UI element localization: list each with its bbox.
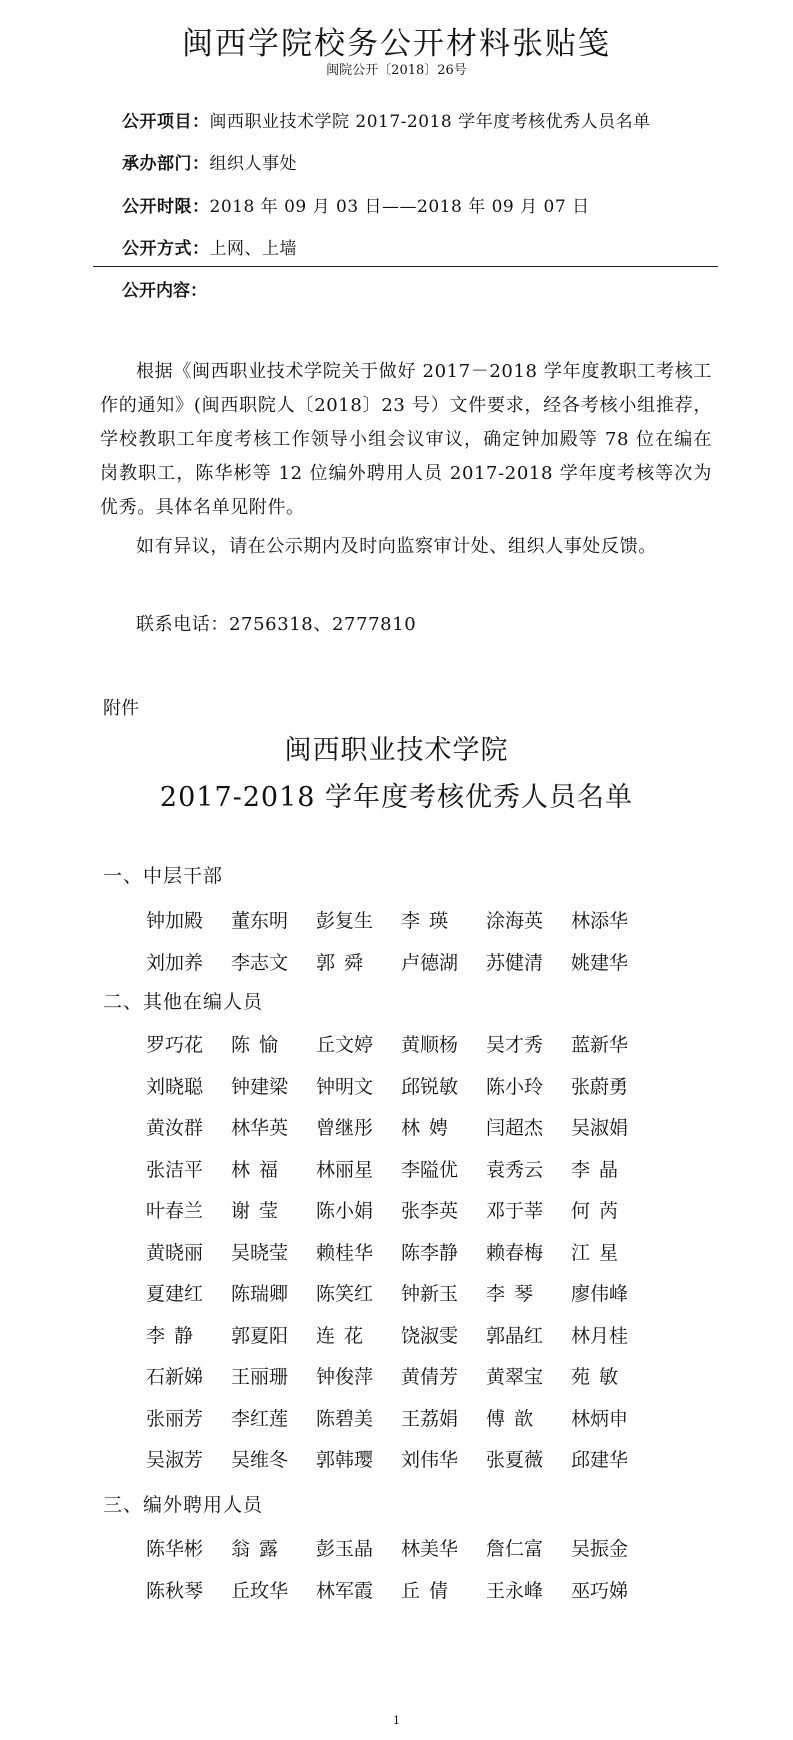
person-name: 李晶: [571, 1158, 618, 1181]
person-name: 罗巧花: [146, 1034, 204, 1056]
person-name: 王荔娟: [401, 1407, 459, 1430]
person-name: 何芮: [571, 1200, 618, 1222]
person-name: 林军霞: [316, 1579, 374, 1602]
person-name: 丘玫华: [231, 1579, 289, 1602]
person-name: 郭晶红: [486, 1324, 544, 1347]
person-name: 钟俊萍: [316, 1366, 374, 1388]
meta-value: 闽西职业技术学院 2017-2018 学年度考核优秀人员名单: [209, 112, 651, 132]
person-name: 邓于莘: [486, 1200, 544, 1222]
meta-row-project: [122, 107, 651, 132]
person-name: 吴才秀: [486, 1034, 544, 1056]
person-name: 林美华: [401, 1538, 459, 1560]
person-name: 林华英: [231, 1117, 289, 1139]
person-name: 陈瑞卿: [231, 1283, 289, 1305]
person-name: 张蔚勇: [571, 1075, 629, 1098]
person-name: 李琴: [486, 1283, 533, 1305]
person-name: 廖伟峰: [571, 1283, 629, 1305]
person-name: 邱锐敏: [401, 1075, 459, 1098]
person-name: 黄汝群: [146, 1117, 204, 1139]
person-name: 陈李静: [401, 1241, 459, 1264]
meta-row-period: [122, 192, 590, 217]
attachment-label: 附件: [103, 698, 139, 719]
person-name: 林丽星: [316, 1158, 374, 1181]
person-name: 钟新玉: [401, 1283, 459, 1305]
name-row: [146, 1534, 656, 1561]
name-row: [146, 1155, 656, 1182]
person-name: 钟加殿: [146, 910, 204, 932]
person-name: 张李英: [401, 1200, 459, 1222]
person-name: 江星: [571, 1241, 618, 1264]
name-row: [146, 1321, 656, 1348]
person-name: 陈华彬: [146, 1538, 204, 1560]
person-name: 林炳申: [571, 1407, 629, 1430]
person-name: 赖春梅: [486, 1241, 544, 1264]
person-name: 连花: [316, 1324, 363, 1347]
person-name: 郭舜: [316, 951, 363, 974]
person-name: 钟建梁: [231, 1075, 289, 1098]
person-name: 李静: [146, 1324, 193, 1347]
person-name: 吴淑芳: [146, 1449, 204, 1471]
person-name: 邱建华: [571, 1449, 629, 1471]
page-number: 1: [393, 1714, 400, 1727]
document-number: 闽院公开〔2018〕26号: [326, 63, 467, 78]
name-row: [146, 1196, 656, 1223]
person-name: 黄晓丽: [146, 1241, 204, 1264]
person-name: 丘文婷: [316, 1034, 374, 1056]
person-name: 谢莹: [231, 1200, 278, 1222]
person-name: 吴振金: [571, 1538, 629, 1560]
notice-title: 闽西学院校务公开材料张贴笺: [182, 26, 611, 62]
person-name: 卢德湖: [401, 951, 459, 974]
person-name: 郭韩璎: [316, 1449, 374, 1471]
name-row: [146, 948, 656, 975]
name-row: [146, 1030, 656, 1057]
name-row: [146, 1445, 656, 1472]
person-name: 李瑛: [401, 910, 448, 932]
person-name: 林添华: [571, 910, 629, 932]
meta-value: 2018 年 09 月 03 日——2018 年 09 月 07 日: [209, 197, 590, 217]
person-name: 黄倩芳: [401, 1366, 459, 1388]
person-name: 郭夏阳: [231, 1324, 289, 1347]
person-name: 吴维冬: [231, 1449, 289, 1471]
person-name: 翁露: [231, 1538, 278, 1560]
body-paragraph-contact: 联系电话：2756318、2777810: [136, 614, 417, 635]
content-label: 公开内容：: [122, 281, 207, 301]
person-name: 饶淑雯: [401, 1324, 459, 1347]
person-name: 林月桂: [571, 1324, 629, 1347]
person-name: 刘加养: [146, 951, 204, 974]
person-name: 丘倩: [401, 1579, 448, 1602]
person-name: 陈小娟: [316, 1200, 374, 1222]
person-name: 夏建红: [146, 1283, 204, 1305]
person-name: 巫巧娣: [571, 1579, 629, 1602]
person-name: 刘晓聪: [146, 1075, 204, 1098]
name-row: [146, 1362, 656, 1389]
section-heading-contract: 三、编外聘用人员: [103, 1494, 264, 1516]
person-name: 陈愉: [231, 1034, 278, 1056]
body-paragraph-objection: 如有异议，请在公示期内及时向监察审计处、组织人事处反馈。: [136, 536, 657, 557]
person-name: 闫超杰: [486, 1117, 544, 1139]
person-name: 詹仁富: [486, 1538, 544, 1560]
meta-row-method: [122, 234, 297, 259]
person-name: 吴淑娟: [571, 1117, 629, 1139]
body-paragraph-main: 根据《闽西职业技术学院关于做好 2017－2018 学年度教职工考核工作的通知》(闽西职院人〔2018〕23 号）文件要求，经各考核小组推荐，学校教职工年度考核工作领导小组会议审议，确定钟加殿等 78 位在编在岗教职工，陈华彬等 12 位编外聘用人员 2017-2018 学年度考核等次为优秀。具体名单见附件。: [100, 361, 712, 518]
person-name: 钟明文: [316, 1075, 374, 1098]
section-heading-staff: 二、其他在编人员: [103, 991, 264, 1013]
name-row: [146, 1576, 656, 1603]
person-name: 袁秀云: [486, 1158, 544, 1181]
name-row: [146, 1279, 656, 1306]
person-name: 蓝新华: [571, 1034, 629, 1056]
person-name: 陈碧美: [316, 1407, 374, 1430]
name-row: [146, 1072, 656, 1099]
person-name: 王丽珊: [231, 1366, 289, 1388]
meta-label: 公开项目：: [122, 112, 210, 132]
person-name: 彭玉晶: [316, 1538, 374, 1560]
name-row: [146, 1238, 656, 1265]
person-name: 傅歆: [486, 1407, 533, 1430]
person-name: 彭复生: [316, 910, 374, 932]
person-name: 姚建华: [571, 951, 629, 974]
person-name: 张丽芳: [146, 1407, 204, 1430]
meta-value: 上网、上墙: [209, 239, 297, 259]
person-name: 涂海英: [486, 910, 544, 932]
attachment-title-line2: 2017-2018 学年度考核优秀人员名单: [159, 782, 634, 813]
person-name: 林福: [231, 1158, 278, 1181]
person-name: 黄翠宝: [486, 1366, 544, 1388]
person-name: 林娉: [401, 1117, 448, 1139]
person-name: 陈秋琴: [146, 1579, 204, 1602]
person-name: 刘伟华: [401, 1449, 459, 1471]
person-name: 赖桂华: [316, 1241, 374, 1264]
name-row: [146, 1113, 656, 1140]
person-name: 黄顺杨: [401, 1034, 459, 1056]
attachment-title-line1: 闽西职业技术学院: [284, 735, 509, 766]
person-name: 张夏薇: [486, 1449, 544, 1471]
person-name: 李志文: [231, 951, 289, 974]
meta-label: 公开方式：: [122, 239, 210, 259]
meta-label: 承办部门：: [122, 154, 210, 174]
person-name: 王永峰: [486, 1579, 544, 1602]
meta-label: 公开时限：: [122, 197, 210, 217]
person-name: 叶春兰: [146, 1200, 204, 1222]
person-name: 李红莲: [231, 1407, 289, 1430]
name-row: [146, 1404, 656, 1431]
person-name: 张洁平: [146, 1158, 204, 1181]
meta-value: 组织人事处: [209, 154, 297, 174]
person-name: 苏健清: [486, 951, 544, 974]
person-name: 陈笑红: [316, 1283, 374, 1305]
person-name: 苑敏: [571, 1366, 618, 1388]
person-name: 陈小玲: [486, 1075, 544, 1098]
person-name: 吴晓莹: [231, 1241, 289, 1264]
meta-row-department: [122, 149, 297, 174]
person-name: 曾继彤: [316, 1117, 374, 1139]
person-name: 董东明: [231, 910, 289, 932]
name-row: [146, 906, 656, 933]
header-divider: [93, 266, 718, 267]
person-name: 石新娣: [146, 1366, 204, 1388]
section-heading-middle-managers: 一、中层干部: [103, 865, 224, 887]
person-name: 李隘优: [401, 1158, 459, 1181]
